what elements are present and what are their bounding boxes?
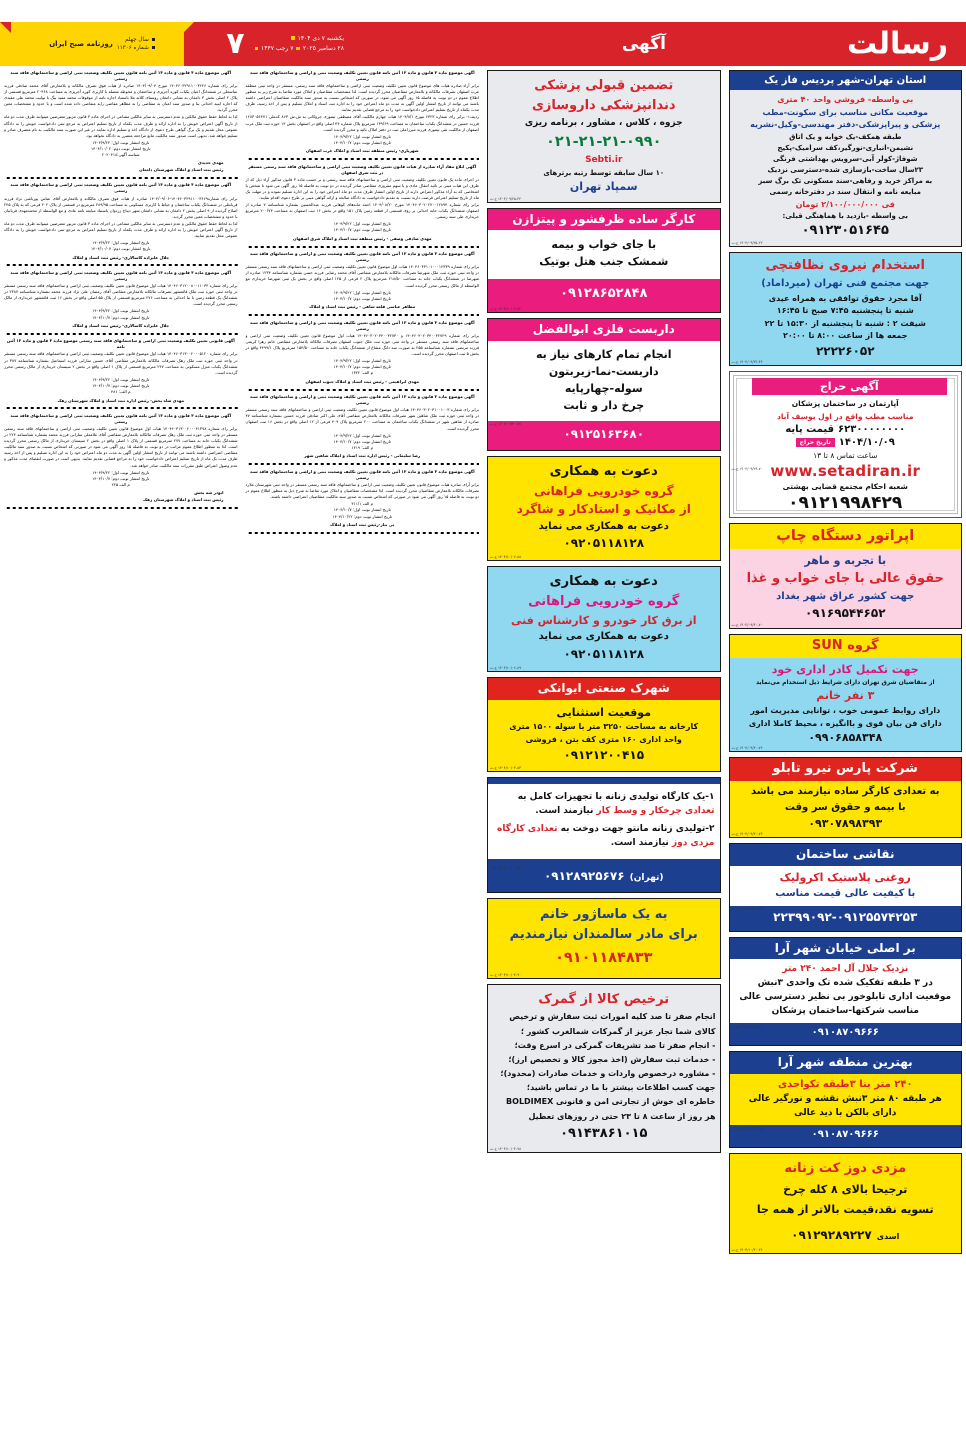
notice-signature: مظاهر عباسی قلعه شاهی - رئیس ثبت اسناد و املاک [309,304,416,310]
notice-title: آگهی موضوع ماده ۳ قانون و ماده ۱۳ آئین نامه قانون تعیین تکلیف وضعیت ثبتی اراضی و ساختمانهای فاقد سند رسمی [10,70,232,82]
ad-shahrara-best-area[interactable] [729,1051,963,1148]
ad-line: از برق کار خودرو و کارشناس فنی [510,614,697,628]
ad-line: انجام صفر تا صد کلیه امورات ثبت سفارش و ترخیص [509,1012,716,1022]
ad-stamp: ۱۴۰۴/۰۹/۲۵-۴۴ خ.ت [490,196,522,201]
notice-date-first: تاریخ انتشار نوبت اول: ۱۴۰۴/۹/۲۲ [333,221,391,227]
ad-stamp: ۱۴۰۴/۱۰/۰۴-۹۸ خ.ت [490,1146,522,1151]
auction-date-row [746,437,946,448]
notice-title: آگهی موضوع ماده ۳ قانون و ماده ۱۳ آئین نامه قانون تعیین تکلیف وضعیت ثبتی و اراضی و ساختمانهای فاقد سند رسمی [249,394,475,406]
ad-header: استخدام نیروی نظافتچی [765,258,925,274]
ad-line: نیازمند است. [610,838,669,849]
masthead-issue: شماره ۱۱۳۰۶ [116,45,149,51]
notice-body-2: لذا به لحاظ حفظ حقوق مالکین و عدم دسترسی به سایر مالکین مشاعی در اجرای ماده ۳ قانون مزبور معترضین میتوانند ظرف مدت دو ماه از تاریخ آگهی اعتراض خویش را به اداره ارائه و ظرف مدت یکماه از تاریخ تسلیم اعتراض به مرجع ثبتی دادخواست خویش را به دادگاه عمومی محل تقدیم و یک برگ گواهی طرح دعوی از دادگاه اخذ و تسلیم اداره نمایند در غیر این صورت سند مالکیت به نام متصرف صادر و تسلیم خواهد شد. بدیهی است صدور سند مالکیت مانع مراجعه متضرر به دادگاه نخواهد بود. [4,114,238,138]
ad-farahani-electrician[interactable] [487,566,721,672]
ad-line: داربست-نما-زیربتون [548,364,659,378]
auction-hours: ساعت تماس ۸ تا ۱۳ [813,450,878,460]
auction-price-value: ۶۲۳۰۰۰۰۰۰۰۰ [838,423,906,435]
ad-stamp: ۱۴۰۴/۰۹/۳۰-۷۳ خ.ت [731,832,763,837]
notice-ref-number: شناسه آگهی:۲۰۲۰۴۱۸ [101,152,140,158]
ad-line: دعوت به همکاری می نماید [538,520,669,532]
ad-header: نقاشی ساختمان [730,844,962,866]
ad-line: واحد اداری ۱۶۰ متری کف بتن ، فروشی [525,735,682,745]
ad-line: در ۳ طبقه تفکیک شده تک واحدی ۳نبش [757,978,933,989]
ad-body [730,253,962,365]
ad-pars-niroo-tablo[interactable] [729,757,963,838]
ad-header: گروه SUN [730,635,962,658]
ad-phone-band [488,859,720,892]
notice-ref-number: م الف: ۱۳۲۲ [351,370,374,376]
ad-body [730,549,962,628]
notice-body-2: برابر رای شماره ۱۴۰۴۶۰۳۰۲۰۲۷۰۰۱۲۸۹۴ مورخ ۱۴۰۴/۰۸/۲۰ احمد ماندهای کوهانی فرزند عبدالحسین بشماره شناسنامه ۷ صادره از اصفهان ششدانگ یکباب خانه احداثی بر روی قسمتی از قطعه زمین پلاک ۱۵۱ واقع در بخش ۱۶ ثبت اصفهان به مساحت ۲۰۰/۷۳ مترمربع خریداری طی سند رسمی. [245,202,479,220]
ad-line: نشیمن-انباری-نورگیر،کف سرامیک-پکیج [777,143,914,152]
ad-line: دارای فن بیان قوی و باانگیزه ، محیط کاملا اداری [748,718,942,728]
ad-body [488,567,720,671]
notice-title: آگهی ابلاغ مفاد آراء صادره از هیات قانون تعیین تکلیف وضعیت ثبتی اراضی و ساختمانهای فاقد سند رسمی مستقر در ثبت شرق اصفهان [248,163,477,175]
legal-notice [246,70,480,155]
column-classified-2 [483,70,725,1436]
ad-body [730,658,962,752]
ad-stamp: ۱۴۰۴/۱۰/۰۲-۴۸ خ.ت [731,1024,763,1029]
ad-header: دعوت به همکاری [549,463,658,479]
notice-body: برابر آراء صادره هیات های موضوع قانون تعیین تکلیف وضعیت ثبتی اراضی و ساختمانهای فاقد سند رسمی، مستقر در واحد ثبتی منطقه غرب اصفهان تصرفات مالکانه و بلامعارض متقاضیان محرز گردیده است. لذا مشخصات متقاضیان و املاک مورد تقاضا به شرح زیر به منظور اطلاع عموم در دو نوبت به فاصله ۱۵ روز آگهی می شود. در صورتی که اشخاص نسبت به صدور سند مالکیت متقاضیان اعتراضی داشته باشند می توانند از تاریخ انتشار اولین آگهی به مدت دو ماه اعتراض خود را به اداره ثبت اسناد و املاک تسلیم و پس از اخذ رسید، ظرف مدت یکماه از تاریخ تسلیم اعتراض دادخواست خود را به مرجع قضایی تقدیم نمایند. [245,83,479,113]
ad-phone[interactable]: ۰۹۹۰۶۸۵۸۳۴۸ [808,731,883,745]
notice-separator [246,531,480,534]
ad-line: شمشک جنب هتل بوتیک [539,255,669,269]
ad-header: اپراتور دستگاه چاپ [730,524,962,549]
ad-line: به تعدادی کارگر ساده نیازمند می باشد [751,786,940,798]
column-legal-notices-2 [0,70,242,1436]
legal-notice [4,270,238,329]
ad-line: جزوه ، کلاس ، مشاور ، برنامه ریزی [524,117,683,128]
date-gregorian: ۲۸ دسامبر ۲۰۲۵ [302,45,344,52]
ad-phone[interactable]: ۰۹۱۰۸۷۰۹۶۶۶ [811,1027,879,1039]
notice-ref-number: م الف ۳۱۱/۱ [351,501,374,507]
notice-separator [246,314,480,317]
ad-line: ۲۴۰ متر بنا ۳طبقه تکواحدی [777,1078,913,1090]
ad-line: شنبه تا پنجشنبه ۷:۴۵ صبح تا ۱۶:۴۵ [776,306,914,316]
notice-ref-number: م الف: ۴۸۱ [110,389,131,395]
ad-body [488,457,720,561]
ad-price: فی ۲/۱۰۰/۰۰۰/۰۰۰ تومان [795,199,895,209]
notice-body: برابر آرای صادره هیات موضوع قانون تعیین تکلیف وضعیت ثبتی اراضی و ساختمانهای فاقد سند رسمی مستقر در واحد ثبتی شهرستان ملارد تصرفات مالکانه بلامعارض متقاضیان محرز گردیده است. لذا مشخصات متقاضیان و املاک مورد تقاضا به شرح ذیل به منظور اطلاع عموم در دو نوبت به فاصله ۱۵ روز آگهی می شود در صورتی که اشخاص نسبت به صدور سند مالکیت متقاضیان اعتراضی داشته باشند. [245,481,479,500]
auction-date-value: ۱۴۰۴/۱۰/۰۹ [838,436,895,448]
ad-header: دعوت به همکاری [549,574,658,590]
masthead-banner [184,22,966,66]
ad-line: ۱۰ سال سابقه توسط رتبه برترهای [543,168,665,177]
notice-date-first: تاریخ انتشار نوبت اول: ۱۴۰۴/۹/۲۲ [333,432,391,438]
ad-body [488,341,720,421]
ad-line: دعوت به همکاری می نماید [538,631,669,643]
ad-phone[interactable]: ۰۹۱۰۸۷۰۹۶۶۶ [811,1129,879,1141]
ad-line: موقعیت مکانی مناسب برای سکونت-مطب [762,107,928,117]
notice-separator [246,245,480,248]
ad-header: استان تهران-شهر پردیس فاز یک [730,71,962,90]
notice-date-first: تاریخ انتشار نوبت اول: ۱۴۰۴/۹/۲۲ [92,469,150,475]
notice-date-second: تاریخ انتشار نوبت دوم: ۱۴۰۴/۱۰/۷ [92,383,150,388]
notice-date-second: تاریخ انتشار نوبت دوم: ۱۴۰۴/۱۰/۷ [92,475,150,481]
notch-accent [184,22,194,32]
ad-body [488,700,720,772]
ad-stamp: ۱۴۰۴/۰۹/۳۰-۷۷ خ.ت [490,421,522,426]
ad-phone[interactable]: ۰۹۱۲۸۹۲۵۶۷۶ [543,868,625,883]
ad-contact-name: اسدی [876,1232,900,1242]
notice-signature: مهدی جدیدی [198,160,224,166]
ad-line: شیفت ۲ : شنبه تا پنجشنبه از ۱۵:۳۰ تا ۲۲ [764,318,926,328]
notice-separator [4,407,238,410]
notice-date-first: تاریخ انتشار نوبت اول: ۱۴۰۴/۹/۲۲ [92,308,150,314]
notice-title: آگهی موضوع ماده ۳ قانون و ماده ۱۳ آئین نامه قانون تعیین تکلیف وضعیت ثبتی و اراضی و ساختمانهای فاقد سند رسمی [249,468,475,480]
ad-phone[interactable]: ۰۹۱۶۹۵۴۴۶۵۲ [804,606,886,621]
ad-stamp: ۱۴۰۴/۱۰/۰۲-۴۷ خ.ت [731,1126,763,1131]
ad-subheader: جهت مجتمع فنی تهران (میرداماد) [761,278,930,290]
ad-line: طبقه همکف-یک خوابه و یک اتاق [789,132,902,141]
ad-body [730,866,962,906]
notice-date-first: تاریخ انتشار نوبت اول: ۱۴۰۴/۹/۲۲ [333,289,391,295]
auction-line-1: آپارتمان در ساختمان پزشکان [791,399,899,409]
ad-line: - انجام صفر تا صد تشریفات گمرکی در اسرع وقت؛ [514,1040,716,1050]
ad-line: هر روز از ساعت ۸ تا ۲۳ حتی در روزهای تعطیل [528,1111,716,1121]
ad-womens-coat-sewing[interactable] [729,1153,963,1254]
ad-phone-band [730,1125,962,1147]
ad-medical-exam-guarantee[interactable] [487,70,721,203]
ad-eyvanaki-industrial-town[interactable] [487,677,721,772]
ad-auction-notice[interactable] [729,371,963,518]
auction-line-2: مناسب مطب واقع در اول یوسف آباد [777,411,914,421]
notice-title: آگهی قانونی تعیین تکلیف وضعیت ثبتی اراضی و ساختمانهای فاقد سند رسمی موضوع ماده ۳ قانون و ماده ۱۳ آئین نامه [6,338,235,350]
ad-cleaner-recruitment[interactable] [729,252,963,366]
ad-line: جهت تکمیل کادر اداری خود [771,662,919,676]
ad-phone[interactable]: ۰۹۲۰۵۱۱۸۱۲۸ [563,646,645,661]
ad-line: مناسب شرکتها-ساختمان پزشکان [771,1006,919,1017]
ad-stamp: ۱۴۰۴/۰۹/۲۵-۲۲ خ.ت [731,241,763,246]
legal-notice [246,394,480,460]
ad-header: شرکت پارس نیرو تابلو [730,758,962,781]
ad-phone[interactable]: ۲۲۲۲۶۰۵۲ [815,343,875,358]
ad-stamp: ۱۴۰۴/۱۰/۰۴-۸۲ خ.ت [490,307,522,312]
ad-city: (تهران) [629,872,664,883]
notice-signature: مهدی ابراهیمی - رئیس ثبت اسناد و املاک جنوب اصفهان [305,378,420,384]
auction-website-link[interactable]: www.setadiran.ir [770,462,921,481]
ad-body [488,784,720,859]
notice-date-second: تاریخ انتشار نوبت دوم: ۱۴۰۴/۱۰/۷ [333,139,391,145]
notice-signature-title: رئیس ثبت اسناد و املاک شهرستان دامغان [139,166,224,172]
ad-phone[interactable]: ۰۹۱۴۳۸۶۱۰۱۵ [560,1125,648,1141]
ad-body [730,90,962,246]
notice-body-2: لذا به لحاظ حفظ حقوق مالکین و عدم دسترسی به سایر مالکین مشاعی در اجرای ماده ۳ قانون مزبور معترضین میتوانند ظرف مدت دو ماه از تاریخ آگهی اعتراض خویش را به اداره ارائه و ظرف مدت یکماه از تاریخ تسلیم اعتراض به مرجع ثبتی دادخواست خویش را به دادگاه عمومی محل تقدیم نمایند. [4,220,238,238]
ad-line-highlight: تعدادی کارگاه مزدی دوز [497,823,715,849]
auction-price-label: قیمت پایه [785,423,835,435]
auction-branch: شعبه احکام مجتمع قضایی بهشتی [782,482,908,492]
ad-line: با تجربه و ماهر [804,554,887,568]
ad-header: بر اصلی خیابان شهر آرا [730,938,962,960]
ad-phone[interactable]: ۰۲۱-۲۱-۲۱-۰۹۹۰ [546,133,662,150]
ad-line: موقعیت استثنایی [556,705,652,719]
masthead-date-block [184,22,350,66]
notice-date-first: تاریخ انتشار نوبت اول: ۱۴۰۴/۹/۲۲ [92,139,150,145]
legal-notice [246,251,480,310]
notice-date-second: تاریخ انتشار نوبت دوم: ۱۴۰۴/۱۰/۷ [333,227,391,233]
notice-body: برابر رای شماره ۱۴۰۴۶۰۳۱۳۰۰۲۰۰۰۴۱۳۷۸ هیات اول موضوع قانون تعیین تکلیف وضعیت ثبتی اراضی و ساختمانهای فاقد سند رسمی مستقر در واحد ثبتی حوزه ثبت ملک زهک تصرفات مالکانه بلامعارض متقاضی آقای غلامعلی سارانی فرزند محمد بشماره شناسنامه ۲۲۴ در ششدانگ یکباب خانه به مساحت ۲۷۷ مترمربع قسمتی از پلاک ۱ اصلی واقع در بخش ۲ سیستان خریداری از مالک رسمی محرز گردیده است. لذا به منظور اطلاع عموم مراتب در دو نوبت به فاصله ۱۵ روز آگهی می شود در صورتی که اشخاص نسبت به صدور سند مالکیت متقاضی اعتراضی داشته باشند می توانند از تاریخ انتشار اولین آگهی به مدت دو ماه اعتراض خود را به این اداره تسلیم و پس از اخذ رسید ظرف مدت یک ماه از تاریخ تسلیم اعتراض دادخواست خود را به مراجع قضایی تقدیم نمایند. بدیهی است در صورت انقضای مدت مذکور و عدم وصول اعتراض طبق مقررات سند مالکیت صادر خواهد شد. [4,426,238,468]
date-lunar: ۷ رجب ۱۴۴۷ [261,45,294,52]
notice-date-second: تاریخ انتشار نوبت دوم: ۱۴۰۴/۱۰/۷ [333,364,391,370]
ad-line: به یک ماساژور خانم [539,906,668,922]
ad-phone[interactable]: ۰۹۱۲۳۰۵۱۶۴۵ [801,223,889,239]
notice-title: آگهی موضوع ماده ۳ قانون و ماده ۱۳ آئین نامه قانون تعیین تکلیف وضعیت ثبتی اراضی و ساختمانهای فاقد سند رسمی [10,182,232,194]
notice-signature: ابوذر شه بخش [194,490,224,496]
notice-date-second: تاریخ انتشار نوبت دوم: ۱۴۰۴/۱۰/۰۲ [90,145,151,151]
ad-body [488,985,720,1152]
ad-pardis-apartment[interactable] [729,70,963,247]
ad-title-2: دندانپزشکی داروسازی [531,97,676,113]
auction-phone[interactable]: ۰۹۱۲۱۹۹۸۴۲۹ [788,493,903,514]
masthead [0,22,966,66]
publisher-meta [117,36,155,53]
ad-line: با بیمه و حقوق سر وقت [784,801,906,813]
masthead-publisher-block [0,22,184,66]
ad-line: برای مادر سالمندان نیازمندیم [509,926,698,942]
notice-date-first: تاریخ انتشار نوبت اول: ۱۴۰۴/۹/۲۲ [333,133,391,139]
ad-dishwasher-pizza-worker[interactable] [487,208,721,313]
ad-line: تسویه نقد،قیمت بالاتر از همه جا [756,1203,934,1217]
ad-shahrara-main-street[interactable] [729,937,963,1046]
publication-name: روزنامه صبح ایران [49,39,113,48]
newspaper-logo: رسالت [846,26,948,62]
corner-accent [0,22,11,33]
legal-notice [4,338,238,404]
notice-date-first: تاریخ انتشار نوبت اول: ۱۴۰۴/۱۰/۷ [333,507,391,513]
notice-date-first: تاریخ انتشار نوبت اول: ۱۴۰۴/۹/۲۲ [333,357,391,363]
notice-separator [4,506,238,509]
ad-phone-band [730,906,962,930]
notice-separator [4,264,238,267]
notice-date-first: تاریخ انتشار نوبت اول: ۱۴۰۴/۹/۲۲ [92,376,150,382]
notice-body: برابر رای شماره ۱۴۰۴۶۰۳۱۳۰۰۲۰۰۰۵۱۲۰ هیات اول موضوع قانون تعیین تکلیف وضعیت ثبتی اراضی و ساختمانهای فاقد سند رسمی مستقر در واحد ثبتی حوزه ثبت ملک زهک تصرفات مالکانه بلامعارض متقاضی آقای حسین سارانی فرزند اسماعیل بشماره شناسنامه ۳۸۷ در ششدانگ یکباب منزل مسکونی به مساحت ۲۴۷ مترمربع قسمتی از پلاک ۱ اصلی واقع در بخش ۲ سیستان خریداری از مالک رسمی محرز گردیده است. [4,351,238,375]
ad-phone[interactable]: ۰۹۳۰۷۸۹۸۳۹۳ [808,817,883,831]
ad-line: کالای شما تجار عزیز از گمرکات شمالغرب کشور ؛ [520,1026,716,1036]
ad-stamp: ۱۴۰۴/۰۹/۳۰-۷۰ خ.ت [731,622,763,627]
column-legal-notices-1 [242,70,484,1436]
ad-line-highlight: تعدادی چرخکار و وسط کار [596,806,715,817]
notice-body: برابر رای شماره ۱۴۰۴۶۰۳۰۲۰۳۴۰۰۳۲۷۲۹ و ۱۴۰۴۶۰۳۰۲۰۳۴۰۰۳۲۷۳۰ هیات اول موضوع قانون تعیین تکلیف وضعیت ثبتی اراضی و ساختمانهای فاقد سند رسمی مستقر در واحد ثبتی حوزه ثبت ملک جنوب اصفهان تصرفات مالکانه بلامعارض متقاضی خانم زهرا کریمی فرزند مرتضی بشماره شناسنامه ۲۵۵ به صورت سه دانگ مشاع از ششدانگ یکباب خانه به مساحت ۱۵۴/۵۰ مترمربع پلاک ۴۴۹۹/۱ واقع در بخش ۵ ثبت اصفهان محرز گردیده است. [245,332,480,356]
ad-stamp: ۱۴۰۴/۱۰/۳۰-۲۶ خ.ت [731,1247,763,1252]
legal-notice [4,413,238,503]
ad-body [488,71,720,202]
legal-notice [246,469,480,529]
notice-ref-number: م الف ۲۲۵ [111,482,130,488]
legal-notice [246,164,480,243]
ad-phone[interactable]: ۰۹۱۲۸۶۵۲۸۴۸ [560,286,648,302]
masthead-year: سال چهلم [124,36,149,43]
ad-line: سمپاد تهران [569,179,638,193]
ad-website[interactable]: Sebti.ir [585,154,623,165]
publisher-info [49,36,155,53]
page-columns [0,70,966,1436]
date-stack [252,34,344,55]
ad-print-operator[interactable] [729,523,963,629]
notice-title: آگهی موضوع ماده ۳ قانون و ماده ۱۳ آئین نامه قانون تعیین تکلیف وضعیت ثبتی اراضی و ساختمانهای فاقد سند رسمی [10,269,232,282]
ad-line: نیازمند است. [535,806,594,817]
ad-line: ۲-تولیدی زنانه مانتو جهت دوخت به [560,823,715,834]
date-solar: یکشنبه ۷ دی ۱۴۰۴ [297,34,344,42]
ad-header: کارگر ساده ظرفشور و پیتزازن [488,209,720,231]
notice-body: برابر رای شماره ۱۴۰۴۶۰۳۰۲۰۳۱۰۰۱۰۰۳ هیات اول موضوع قانون تعیین تکلیف وضعیت ثبتی اراضی و ساختمانهای فاقد سند رسمی مستقر در واحد ثبتی حوزه ثبت ملک شاهین شهر تصرفات مالکانه بلامعارض متقاضی آقای علی اکبر صادقی فرزند حسین بشماره شناسنامه ۴۷ صادره از شاهین شهر در ششدانگ یکباب ساختمان به مساحت ۲۰۰ مترمربع پلاک ۴۰۹ فرعی از ۱۲ اصلی واقع در بخش ۱۶ ثبت اصفهان محرز گردیده است. [245,407,479,431]
ad-phone[interactable]: ۰۹۲۰۵۱۱۸۱۲۸ [563,536,645,551]
legal-notice [4,182,238,261]
ad-phone[interactable]: ۰۹۱۰۱۱۸۴۸۳۳ [555,949,653,966]
notice-title: آگهی موضوع ماده ۳ قانون و ماده ۱۳ آئین نامه قانون تعیین تکلیف وضعیت ثبتی و اراضی و ساختمانهای فاقد سند رسمی [249,70,475,82]
ad-farahani-mechanic[interactable] [487,456,721,562]
ad-stamp: ۱۴۰۴/۱۰/۰۴-۸۳ خ.ت [490,766,522,771]
ad-line: مبایعه نامه و انتقال سند در دفترخانه رسمی [769,188,922,197]
ad-phone-band [730,1023,962,1045]
notice-separator [246,388,480,391]
day-number: ۷ [226,26,245,61]
ad-header: مزدی دوز کت زنانه [784,1160,907,1176]
ad-line: ۳ نفر خانم [816,689,875,703]
ad-stamp: ۱۴۰۴/۱۰/۰۶-۸۹ خ.ت [490,665,522,670]
notice-signature: مهدی صادقی وصفی - رئیس منطقه ثبت اسناد و املاک شرق اصفهان [293,235,432,241]
ad-stamp: ۱۴۰۴/۰۹/۳۰-۷۲ خ.ت [731,746,763,751]
notice-signature: بی نیاز-رئیس ثبت اسناد و املاک [330,521,395,527]
ad-line: روغنی پلاستیک اکرولیک [779,870,911,884]
notice-title: آگهی موضوع ماده ۳ قانون و ماده ۱۳ آئین نامه قانون تعیین تکلیف وضعیت ثبتی و اراضی و ساختمانهای فاقد سند رسمی [249,319,475,331]
notice-separator [246,463,480,466]
ad-line: دارای بالکن با دید عالی [794,1108,897,1119]
ad-stamp: ۱۴۰۴/۰۹/۲۹-۷۰ خ.ت [731,467,763,472]
column-classified-1 [725,70,966,1436]
notice-title: آگهی موضوع ماده ۳ قانون و ماده ۱۳ آئین نامه قانون تعیین تکلیف وضعیت ثبتی و اراضی و ساختمانهای فاقد سند رسمی [249,251,475,263]
ad-line: گروه خودرویی فراهانی [528,594,680,610]
ad-line: آقا مجرد حقوق توافقی به همراه عیدی [768,293,922,303]
notice-body: برابر رای شماره ۱۴۰۴۶۰۳۳۱۰۱۰۰۰۱۲۳۳۹ هیات اول موضوع قانون تعیین تکلیف وضعیت ثبتی اراضی و ساختمانهای فاقد سند رسمی مستقر در واحد ثبتی حوزه ثبت ملک شهرضا تصرفات مالکانه بلامعارض متقاضی آقای محمد رضایی فرزند حسن بشماره شناسنامه ۱۲۳۴ صادره از شهرضا در ششدانگ یکباب خانه به مساحت ۲۱۸/۵۰ مترمربع پلاک ۲ فرعی از ۱۲۵ اصلی واقع در بخش یک ثبتی شهرضا خریداری مع الواسطه از مالک رسمی محرز گردیده است. [245,264,479,288]
ad-phone[interactable]: ۰۹۱۲۱۲۰۰۴۱۵ [563,747,645,762]
ad-header: ترخیص کالا از گمرک [538,991,670,1007]
ad-sun-group[interactable] [729,634,963,753]
ad-body [730,781,962,837]
ad-line: انجام تمام کارهای نیاز به [535,347,672,361]
notice-body: برابر رای شماره۱۴۰۴۶۰۳۲۹۱۱۰۰۳۶۶۹-۱۴۰۴/۰۹/۰۶ صادره از هیات فوق تصرف مالکانه و بلامعارض آقای عباس پورباشی نژاد فرزند قربانعلی در ششدانگ یکباب ساختمان و حیاط با کاربری مسکونی به مساحت ۲۸۹/۹۵ مترمربع در قسمتی از پلاک ۲۰۲ فرعی که به پلاک ۲۴۵ اصلاح گردیده از ۹ اصلی بخش ۲ دامغان به نشانی دامغان شهر دیباج زردوان باستناد مبایعه نامه عادی و مع الواسطه از محمدمهدی قربانیان با حدود و مشخصات معین محرز گردید. [4,195,238,219]
ad-body [488,899,720,978]
notice-signature: مهدی شاه بخش- رئیس اداره ثبت اسناد و املاک شهرستان زهک [57,397,185,403]
notice-separator [4,332,238,335]
ad-building-painting[interactable] [729,843,963,931]
ad-line: خاطره ای خوش از تجارتی امن و قانونی BOLDIMEX [506,1097,716,1107]
notice-signature-title: رئیس ثبت اسناد و املاک شهرستان زهک [143,496,224,502]
ad-line: - مشاوره درخصوص واردات و خدمات صادرات (محدود)؛ [500,1069,716,1079]
notice-body-2: ردیف۱- برابر رای شماره ۶۳۲۳ مورخ ۱۴۰۴/۸/۱ هیات چهارم مالکیت آقای مصطفی تیموری جروکانی به ش.ش ۸۶۳ کدملی ۱۲۸۳۰۵۶۴۷۱ فرزند حسین در ششدانگ یکباب ساختمان به مساحت ۱۳۹/۶۹ مترمربع پلاک شماره ۴۴ اصلی واقع در اصفهان بخش ۱۴ حوزه ثبت ملک غرب اصفهان از مالکیت تقی تیموری فرزند میرزاعلی ثبت در دفتر املاک تائید و محرز گردیده است. [245,114,479,132]
ad-header: بهترین منطقه شهر آرا [730,1052,962,1074]
ad-line: - خدمات ثبت سفارش (اخذ مجوز کالا و تخصیص ارز)؛ [508,1054,716,1064]
ad-line: شوفاژ-کولر آبی-سرویس بهداشتی فرنگی [772,155,918,164]
ad-phone[interactable]: ۲۲۳۹۹۰۹۲-۰۹۱۲۵۵۷۴۲۵۳ [773,910,918,925]
ad-body [730,1154,962,1253]
notice-date-second: تاریخ انتشار نوبت دوم: ۱۴۰۴/۱۰/۷ [333,295,391,301]
notice-ref-number: م الف: ۱۲۱۹ [351,445,374,451]
ad-line: کارخانه به مساحت ۳۲۵۰ متر با سوله ۱۵۰۰ متری [509,722,699,732]
ad-line: گروه خودرویی فراهانی [533,483,674,498]
ad-customs-clearance[interactable] [487,984,721,1153]
ad-line: با جای خواب و بیمه [551,238,657,252]
ad-line: به مراکز خرید و رفاهی-سند مسکونی تک برگ سبز [758,177,933,186]
ad-line: ۱-یک کارگاه تولیدی زنانه با تجهیزات کامل به [517,792,715,803]
ad-stamp: ۱۴۰۴/۰۹/۲۲-۴۴ خ.ت [731,360,763,365]
notice-date-second: تاریخ انتشار نوبت دوم: ۱۴۰۴/۱۰/۷ [92,314,150,320]
ad-line: سوله-چهارپایه [564,381,643,395]
ad-line: از متقاضیان شرق تهران دارای شرایط ذیل استخدام می‌نماید [755,678,935,686]
ad-line: حقوق عالی با جای خواب و غذا [746,571,944,587]
notice-body: برابر رای شماره ۱۴۰۴۶۰۳۱۲۰۰۸۰۰۱۱۰۳۳ هیات اول موضوع قانون تعیین تکلیف وضعیت ثبتی اراضی و ساختمانهای فاقد سند رسمی مستقر در واحد ثبتی حوزه ثبت ملک قائمشهر تصرفات مالکانه بلامعارض متقاضی آقای رمضان علی نژاد فرزند محمد بشماره شناسنامه ۲۳۸۷ در ششدانگ یک قطعه زمین با بنا احداثی به مساحت ۲۷۶ مترمربع قسمتی از پلاک ۵۵ اصلی واقع در بخش ۱۶ ثبت قائمشهر خریداری از مالک رسمی محرز گردیده است. [4,283,238,307]
notice-date-second: تاریخ انتشار نوبت دوم: ۱۴۰۴/۱۰/۲۲ [332,513,393,519]
ad-stamp: ۱۴۰۴/۱۰/۰۴-۹۰ خ.ت [490,972,522,977]
auction-header: آگهی حراج [752,378,948,395]
ad-line: نزدیک جلال آل احمد ۲۴۰ متر [782,964,909,975]
legal-notice [4,70,238,173]
ad-header: داربست فلزی ابوالفضل [488,319,720,341]
notice-body: برابر رای شماره ۱۴۰۴۶۰۳۲۹۱۱۰۰۳۶۲۶ مورخ ۱۴۰۴/۰۹/۰۴ صادره از هیات فوق تصرف مالکانه و بلامعارض آقای محمد صادقی فرزند عباسعلی در ششدانگ اعیان یکباب کوره آجرپزی و ساختمان و محوطه متصله با کاربری کوره آجرپزی به مساحت ۲۰۴۶۸ مترمربع قسمتی از پلاک ۲ اصلی بخش ۳ دامغان به نشانی دامغان روستای کلاته ملا باستناد اجاره نامه از موقوفات محمد مفید بیگ با تولیت محمد علی مفیدی که اجاره ابنیه احداثی بنا و صدور سند اعیان به متقاضی را به مظاهر مقاضی رابه متقاضی داده شده است و با حدود و مشخصات معین محرز گردید. [4,83,238,113]
ad-phone[interactable]: ۰۹۱۲۵۱۶۳۶۸۰ [563,426,645,441]
ad-phone-band [488,279,720,312]
ad-header: شهرک صنعتی ایوانکی [488,678,720,700]
ad-line: جمعه ها از ساعت ۸:۰۰ تا ۲۰:۰۰ [782,331,908,341]
ad-stamp: ۱۴۰۴/۱۰/۰۲-۴۵ خ.ت [490,865,522,870]
ad-phone-band [488,421,720,450]
ad-body [488,230,720,279]
notice-title: آگهی موضوع ماده ۳ قانون و ماده ۱۳ آئین نامه قانون تعیین تکلیف وضعیت ثبتی اراضی و ساختمانهای فاقد سند رسمی [10,413,232,425]
ad-line: از مکانیک و استادکار و شاگرد [516,502,691,517]
section-title: آگهی [621,34,666,54]
notice-signature: شهریاری- رئیس منطقه ثبت اسناد و املاک غرب اصفهان [305,148,419,154]
ad-line: پزشکی و پیرا‌پزشکی-دفتر مهندسی-وکیل-نشریه [750,120,941,130]
ad-line: ۲۳سال ساخت-بازسازی شده-دسترسی نزدیک [767,166,924,175]
ad-scaffolding-abolfazl[interactable] [487,318,721,451]
ad-title-1: تضمین قبولی پزشکی [534,78,674,93]
legal-notice [246,320,480,386]
ad-phone[interactable]: ۰۹۱۲۹۲۸۹۲۲۷ [791,1228,872,1243]
ad-line: بی واسطه- فروشی واحد ۴۰ متری [777,95,914,104]
auction-price-row [746,424,946,435]
notice-separator [246,158,480,161]
auction-date-label: تاریخ حراج [796,438,835,447]
notice-date-second: تاریخ انتشار نوبت دوم: ۱۴۰۴/۱۰/۰۷ [90,246,151,252]
notice-signature: رضا سلیمانی - رئیس اداره ثبت اسناد و املاک شاهین شهر [304,453,421,459]
notice-date-second: تاریخ انتشار نوبت دوم: ۱۴۰۴/۱۰/۷ [333,438,391,444]
ad-line: چرخ دار و ثابت [563,398,645,412]
ad-line: هر طبقه ۸۰ متر ۳نبش نقشه و نورگیر عالی [748,1094,942,1105]
notice-date-first: تاریخ انتشار نوبت اول: ۱۴۰۴/۹/۲۲ [92,239,150,245]
notice-signature: جلال علیزاده کاسالاری- رئیس ثبت اسناد و املاک [72,254,170,260]
ad-stamp: ۱۴۰۴/۰۹/۳۰-۷۴ خ.ت [731,906,763,911]
notice-separator [4,176,238,179]
ad-line: ترجیحا بالای ۸ کله چرخ [783,1183,908,1197]
ad-line: با کیفیت عالی قیمت مناسب [775,887,916,899]
notice-body: در اجرای ماده یک قانون تعیین تکلیف وضعیت ثبتی اراضی و ساختمانهای فاقد سند رسمی و بر حسب ماده ۳ قانون مذکور آراء ذیل که از طرف این هیات مبنی بر تائید انتقال عادی و یا سهم مفروزی متقاضی صادر گردیده در دو نوبت به فاصله ۱۵ روز آگهی می شود تا شخص یا اشخاصی که به آراء مذکور اعتراض دارند از تاریخ اولین انتشار ظرف مدت دو ماه اعتراض خود را به این اداره تسلیم نموده و در مهلت یک ماه از تاریخ تسلیم اعتراض فرصت دارند نسبت به تقدیم دادخواست به دادگاه صالحه و ارائه گواهی مبنی بر طرح دعوی اقدام نمایند. [245,176,479,200]
ad-stamp: ۱۴۰۴/۱۰/۰۶-۸۸ خ.ت [490,555,522,560]
ad-womens-workshop[interactable] [487,777,721,893]
ad-line: دارای روابط عمومی خوب ، توانایی مدیریت امور [750,706,941,716]
ad-line: جهت کشور عراق شهر بغداد [776,590,915,602]
ad-line: بی واسطه -بازدید با هماهنگی قبلی: [782,212,909,221]
ad-body [730,1074,962,1126]
ad-female-masseur[interactable] [487,898,721,979]
notice-signature: جلال علیزاده کاسالاری- رئیس ثبت اسناد و املاک [72,322,170,328]
ad-line: موقعیت اداری تابلوخور بی نظیر دسترسی عالی [739,992,952,1003]
ad-body [730,959,962,1023]
ad-line: جهت کسب اطلاعات بیشتر با ما در تماس باشید؛ [526,1083,716,1093]
